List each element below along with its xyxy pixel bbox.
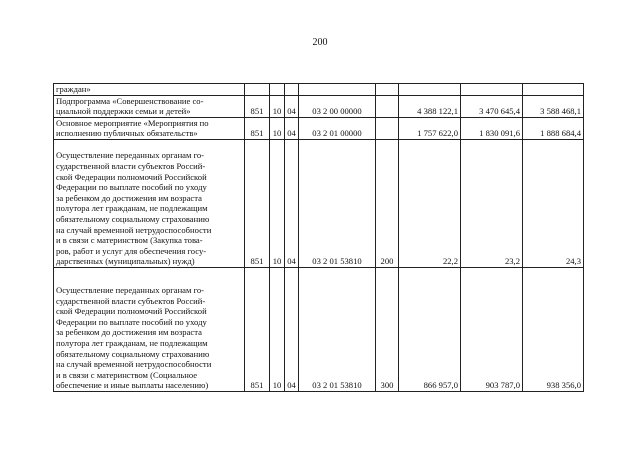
target-article-cell: 03 2 01 53810 <box>299 139 376 267</box>
amount-year-3-cell: 24,3 <box>523 139 584 267</box>
row-name-line: Федерации по выплате пособий по уходу <box>56 316 207 327</box>
table-row <box>54 139 584 267</box>
amount-year-2-cell: 1 830 091,6 <box>461 117 523 139</box>
amount-year-2-cell <box>461 84 523 96</box>
row-name-cell <box>54 117 245 139</box>
row-name-line: Осуществление переданных органам го- <box>56 150 205 161</box>
row-name-line: за ребенком до достижения им возраста <box>56 327 202 338</box>
row-name-line: граждан» <box>56 84 91 94</box>
table-row <box>54 117 584 139</box>
page-number: 200 <box>312 37 328 48</box>
row-name-line: полутора лет гражданам, не подлежащим <box>56 203 208 214</box>
ministry-code-cell: 851 <box>245 139 270 267</box>
row-name-line: и в связи с материнством (Социальное <box>56 369 198 380</box>
row-name-line: за ребенком до достижения им возраста <box>56 192 202 203</box>
budget-table <box>53 83 584 392</box>
amount-year-2-cell: 23,2 <box>461 139 523 267</box>
row-name-line: циальной поддержки семьи и детей» <box>56 106 191 117</box>
row-name-line: Подпрограмма «Совершенствование со- <box>56 95 204 106</box>
table-row <box>54 267 584 391</box>
row-name-line: ров, работ и услуг для обеспечения госу- <box>56 245 207 256</box>
row-name-line: на случай временной нетрудоспособности <box>56 359 212 370</box>
section-code-cell: 10 <box>270 139 285 267</box>
ministry-code-cell: 851 <box>245 267 270 391</box>
row-name-line: исполнению публичных обязательств» <box>56 128 198 139</box>
row-name-line: Осуществление переданных органам го- <box>56 285 205 296</box>
row-name-cell <box>54 267 245 391</box>
ministry-code-cell: 851 <box>245 95 270 117</box>
row-name-line: сударственной власти субъектов Россий- <box>56 161 206 172</box>
subsection-code-cell <box>285 84 299 96</box>
row-name-line: ской Федерации полномочий Российской <box>56 306 207 317</box>
ministry-code-cell <box>245 84 270 96</box>
section-code-cell: 10 <box>270 267 285 391</box>
amount-year-2-cell: 3 470 645,4 <box>461 95 523 117</box>
amount-year-3-cell: 1 888 684,4 <box>523 117 584 139</box>
table-body <box>54 84 584 392</box>
row-name-line: и в связи с материнством (Закупка това- <box>56 235 203 246</box>
table-row <box>54 84 584 96</box>
subsection-code-cell: 04 <box>285 95 299 117</box>
subsection-code-cell: 04 <box>285 117 299 139</box>
row-name-line: на случай временной нетрудоспособности <box>56 224 212 235</box>
amount-year-2-cell: 903 787,0 <box>461 267 523 391</box>
amount-year-3-cell <box>523 84 584 96</box>
row-name-line: обязательному социальному страхованию <box>56 348 210 359</box>
expense-type-cell <box>376 117 399 139</box>
row-name-cell <box>54 84 245 96</box>
row-name-line: Основное мероприятие «Мероприятия по <box>56 117 209 128</box>
row-name-line: полутора лет гражданам, не подлежащим <box>56 338 208 348</box>
expense-type-cell: 200 <box>376 139 399 267</box>
amount-year-1-cell: 22,2 <box>399 139 461 267</box>
section-code-cell: 10 <box>270 95 285 117</box>
row-name-line: ской Федерации полномочий Российской <box>56 171 207 182</box>
target-article-cell <box>299 84 376 96</box>
row-name-cell <box>54 95 245 117</box>
expense-type-cell: 300 <box>376 267 399 391</box>
row-name-line: обеспечение и иные выплаты населению) <box>56 380 209 391</box>
table-row <box>54 95 584 117</box>
expense-type-cell <box>376 95 399 117</box>
section-code-cell <box>270 84 285 96</box>
ministry-code-cell: 851 <box>245 117 270 139</box>
row-name-line: Федерации по выплате пособий по уходу <box>56 182 207 193</box>
amount-year-1-cell <box>399 84 461 96</box>
expense-type-cell <box>376 84 399 96</box>
amount-year-1-cell: 4 388 122,1 <box>399 95 461 117</box>
section-code-cell: 10 <box>270 117 285 139</box>
amount-year-1-cell: 866 957,0 <box>399 267 461 391</box>
amount-year-3-cell: 938 356,0 <box>523 267 584 391</box>
amount-year-3-cell: 3 588 468,1 <box>523 95 584 117</box>
target-article-cell: 03 2 01 53810 <box>299 267 376 391</box>
row-name-cell <box>54 139 245 267</box>
amount-year-1-cell: 1 757 622,0 <box>399 117 461 139</box>
row-name-line: дарственных (муниципальных) нужд) <box>56 256 195 267</box>
subsection-code-cell: 04 <box>285 267 299 391</box>
row-name-line: сударственной власти субъектов Россий- <box>56 295 206 306</box>
row-name-line: обязательному социальному страхованию <box>56 214 210 224</box>
target-article-cell: 03 2 00 00000 <box>299 95 376 117</box>
subsection-code-cell: 04 <box>285 139 299 267</box>
target-article-cell: 03 2 01 00000 <box>299 117 376 139</box>
